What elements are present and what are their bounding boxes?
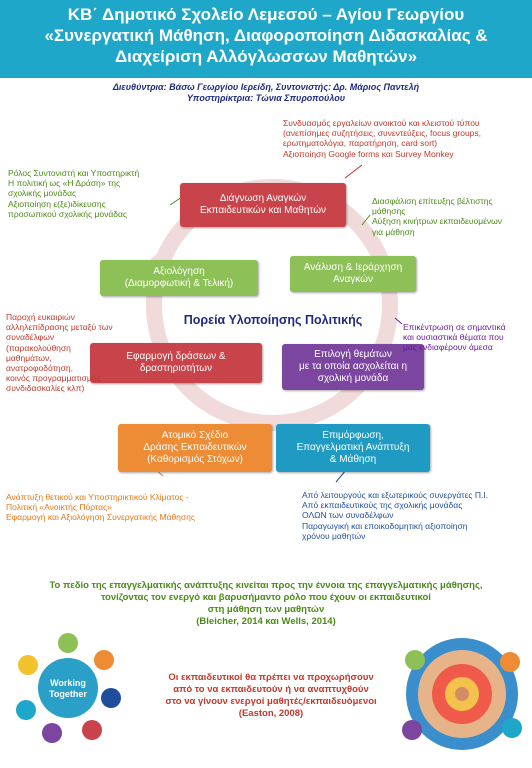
note-coordinator-line: Αξιοποίηση ε(ξε)ιδίκευσης <box>8 198 106 209</box>
staff-line-1: Διευθύντρια: Βάσω Γεωργίου Ιερείδη, Συντονιστής: Δρ. Μάριος Παντελή <box>112 82 420 92</box>
box-plan-l3: (Καθορισμός Στόχων) <box>147 454 243 465</box>
quote1-line-3: στη μάθηση των μαθητών <box>207 604 325 615</box>
note-coordinator-line: Η πολιτική ως «Η Δράση» της <box>8 178 121 189</box>
wt-label-1: Working <box>50 678 86 688</box>
note-analysis-line: μάθησης <box>372 206 406 217</box>
quote-active-learners <box>140 672 402 720</box>
note-analysis-line: Αύξηση κινήτρων εκπαιδευομένων <box>372 216 503 227</box>
box-evaluation-l2: (Διαμορφωτική & Τελική) <box>124 278 234 289</box>
note-plan-line: Πολιτική «Ανοικτής Πόρτας» <box>6 502 112 513</box>
note-implementation <box>6 312 126 394</box>
note-implementation-line: ανατροφοδότηση, <box>6 363 73 374</box>
note-diagnosis-line: (ανεπίσημες συζητήσεις, συνεντεύξεις, focus groups, <box>283 128 482 139</box>
note-implementation-line: συναδέλφων <box>6 332 55 343</box>
note-diagnosis-line: Συνδυασμός εργαλείων ανοικτού και κλειστού τύπου <box>283 118 480 128</box>
note-coordinator-line: σχολικής μονάδας <box>8 188 77 199</box>
note-implementation-line: κοινός προγραμματισμός, <box>6 373 103 384</box>
box-plan-l1: Ατομικό Σχέδιο <box>161 430 229 441</box>
quote-professional-learning <box>20 580 512 628</box>
box-selection-l1: Επιλογή θεμάτων <box>314 349 392 360</box>
note-analysis-line: Διασφάλιση επίτευξης βέλτιστης <box>372 196 493 206</box>
box-selection-l3: σχολική μονάδα <box>317 373 389 384</box>
note-training-line: Από εκπαιδευτικούς της σχολικής μονάδας <box>302 500 463 511</box>
note-coordinator <box>8 168 178 219</box>
note-selection-line: και ουσιαστικά θέματα που <box>403 332 504 343</box>
header-line-2: «Συνεργατική Μάθηση, Διαφοροποίηση Διδασκαλίας & <box>44 26 488 45</box>
wt-dot-6 <box>16 700 36 720</box>
wt-dot-7 <box>18 655 38 675</box>
box-diagnosis-l2: Εκπαιδευτικών και Μαθητών <box>199 205 327 216</box>
header-line-3: Διαχείριση Αλλόγλωσσων Μαθητών» <box>114 47 418 66</box>
quote2-line-4: (Easton, 2008) <box>238 708 304 719</box>
quote1-line-4: (Bleicher, 2014 και Wells, 2014) <box>196 616 336 627</box>
working-together-graphic <box>16 633 121 743</box>
box-selection-l2: με τα οποία ασχολείται η <box>298 361 408 372</box>
box-evaluation-l1: Αξιολόγηση <box>153 266 205 277</box>
quote2-line-3: στο να γίνουν ενεργοί μαθητές/εκπαιδευόμενοι <box>165 696 377 707</box>
box-analysis <box>290 256 416 292</box>
box-analysis-l2: Αναγκών <box>333 274 373 285</box>
box-training-l3: & Μάθηση <box>329 454 377 465</box>
note-training <box>302 490 530 541</box>
quote2-line-1: Οι εκπαιδευτικοί θα πρέπει να προχωρήσουν <box>168 672 374 683</box>
note-implementation-line: Παροχή ευκαιριών <box>6 312 75 322</box>
note-implementation-line: συνδιδασκαλίες κλπ) <box>6 383 85 394</box>
box-training-l1: Επιμόρφωση, <box>322 430 384 441</box>
box-diagnosis-l1: Διάγνωση Αναγκών <box>219 193 307 204</box>
quote1-line-1: Το πεδίο της επαγγελματικής ανάπτυξης κινείται προς την έννοια της επαγγελματικής μάθησης, <box>49 580 483 591</box>
staff-line-2: Υποστηρίκτρια: Τώνια Σπυροπούλου <box>186 93 346 103</box>
note-implementation-line: μαθημάτων, <box>6 352 52 363</box>
note-selection-line: μας ενδιαφέρουν άμεσα <box>403 342 493 353</box>
note-plan-line: Ανάπτυξη θετικού και Υποστηρικτικού Κλίματος - <box>6 492 189 502</box>
note-training-line: χρόνου μαθητών <box>302 530 366 541</box>
note-coordinator-line: προσωπικού σχολικής μονάδας <box>8 208 127 219</box>
note-selection <box>403 322 531 353</box>
hands-photo <box>398 630 526 758</box>
wt-dot-4 <box>82 720 102 740</box>
box-implementation-l1: Εφαρμογή δράσεων & <box>126 351 226 362</box>
box-evaluation <box>100 260 258 296</box>
quote2-line-2: από το να εκπαιδευτούν ή να αναπτυχθούν <box>173 684 369 695</box>
box-training-l2: Επαγγελματική Ανάπτυξη <box>296 442 410 453</box>
box-training <box>276 424 430 472</box>
wt-label-2: Together <box>49 689 87 699</box>
note-training-line: Παραγωγική και εποικοδομητική αξιοποίηση <box>302 520 468 531</box>
arrow-diagnosis <box>345 165 362 178</box>
note-analysis-line: για μάθηση <box>372 226 415 237</box>
wt-dot-1 <box>58 633 78 653</box>
hands-circle <box>402 638 522 750</box>
note-coordinator-line: Ρόλος Συντονιστή και Υποστηρικτή <box>8 168 140 178</box>
note-diagnosis-line: ερωτηματολόγια, παρατήρηση, card sort) <box>283 138 438 149</box>
note-plan <box>6 492 266 523</box>
center-title: Πορεία Υλοποίησης Πολιτικής <box>183 313 363 327</box>
wt-center <box>38 658 98 718</box>
box-implementation-l2: δραστηριοτήτων <box>139 363 213 374</box>
note-training-line: ΟΛΩΝ των συναδέλφων <box>302 510 394 521</box>
note-selection-line: Επικέντρωση σε σημαντικά <box>403 322 506 332</box>
header-line-1: ΚΒ΄ Δημοτικό Σχολείο Λεμεσού – Αγίου Γεωργίου <box>67 5 465 24</box>
note-diagnosis <box>283 118 528 159</box>
box-plan <box>118 424 272 472</box>
wt-dot-5 <box>42 723 62 743</box>
box-plan-l2: Δράσης Εκπαιδευτικών <box>143 442 247 453</box>
wt-dot-3 <box>101 688 121 708</box>
quote1-line-2: τονίζοντας τον ενεργό και βαρυσήμαντο ρόλο που έχουν οι εκπαιδευτικοί <box>101 592 431 603</box>
box-analysis-l1: Ανάλυση & Ιεράρχηση <box>303 262 403 273</box>
note-implementation-line: (παρακολούθηση <box>6 342 71 353</box>
wt-dot-2 <box>94 650 114 670</box>
note-plan-line: Εφαρμογή και Αξιολόγηση Συνεργατικής Μάθησης <box>6 512 195 523</box>
note-implementation-line: αλληλεπίδρασης μεταξύ των <box>6 322 113 333</box>
note-diagnosis-line: Αξιοποίηση Google forms και Survey Monkey <box>283 148 454 159</box>
note-analysis <box>372 196 530 237</box>
box-diagnosis <box>180 183 346 227</box>
note-training-line: Από λειτουργούς και εξωτερικούς συνεργάτες Π.Ι. <box>302 490 489 500</box>
